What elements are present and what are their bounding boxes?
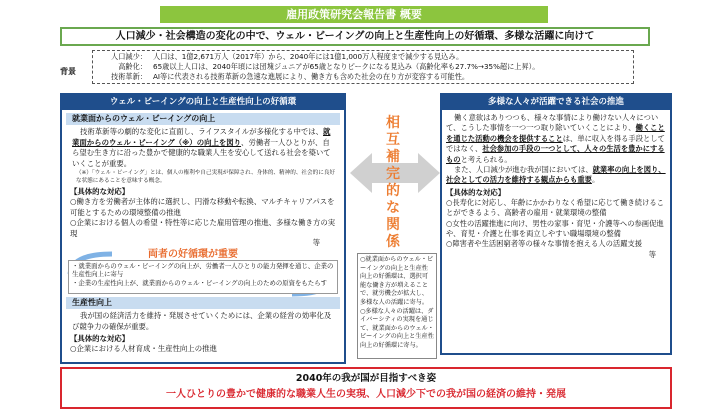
productivity-section <box>66 297 340 355</box>
productivity-paragraph: 我が国の経済活力を維持・発展させていくためには、企業の経営の効率化及び競争力の確保が重要。 <box>72 311 332 331</box>
background-key: 高齢化： <box>118 62 147 71</box>
diversity-paragraph-2 <box>446 165 668 186</box>
text-span: また、人口減少が進む我が国においては、 <box>454 165 593 175</box>
text-span: は、単に収入を得る手段としてではなく、 <box>446 133 665 154</box>
diversity-section <box>446 113 668 259</box>
vertical-char: 完 <box>386 166 400 182</box>
wellbeing-paragraph <box>66 125 340 169</box>
background-key: 人口減少： <box>111 52 147 61</box>
background-row <box>97 72 629 82</box>
vision-text: 一人ひとりの豊かで健康的な職業人生の実現、人口減少下での我が国の経済の維持・発展 <box>166 389 566 400</box>
relation-explanation-box <box>357 253 437 359</box>
background-text: 人口は、1億2,671万人（2017年）から、2040年には1億1,000万人程度まで減少する見込み。 <box>153 52 464 61</box>
wellbeing-note: （※）「ウェル・ビーイング」とは、個人の権利や自己実現が保障され、身体的、精神的、社会的に良好な状態にあることを意味する概念。 <box>76 170 335 184</box>
measure-item: ○企業における個人の希望・特性等に応じた雇用管理の推進、多様な働き方の実現 <box>70 218 336 238</box>
vision-title: 2040年の我が国が目指すべき姿 <box>295 373 437 384</box>
left-panel-header: ウェル・ビーイングの向上と生産性向上の好循環 <box>62 95 344 110</box>
productivity-subheader: 生産性向上 <box>66 297 340 309</box>
wellbeing-section <box>66 113 340 247</box>
etc-label: 等 <box>648 249 656 259</box>
text-span: 働く意欲はありつつも、様々な事情により働けない人々について、こうした事情を一つ一つ取り除いていくことにより、 <box>446 113 659 133</box>
measures-title: 【具体的な対応】 <box>70 334 130 343</box>
text-span: 。 <box>591 175 600 185</box>
background-row <box>97 52 629 62</box>
measure-item: ○障害者や生活困窮者等の様々な事情を抱える人の活躍支援 <box>446 239 643 249</box>
underlined-span: 働くことを通じた活動の機会を提供すること <box>446 123 665 143</box>
background-label: 背景 <box>60 67 76 76</box>
vertical-char: 補 <box>386 149 400 165</box>
wellbeing-subheader: 就業面からのウェル・ビーイングの向上 <box>66 113 340 125</box>
measure-item: ○女性の活躍推進に向け、男性の家事・育児・介護等への参画促進や、育児・介護と仕事を両立しやすい職場環境の整備 <box>446 218 664 239</box>
report-title: 雇用政策研究会報告書 概要 <box>160 6 548 23</box>
cycle-line: ・企業の生産性向上が、就業面からのウェル・ビーイングの向上のための原資をもたらす <box>72 278 327 287</box>
right-panel-header: 多様な人々が活躍できる社会の推進 <box>442 95 670 110</box>
vertical-char: 係 <box>386 234 400 250</box>
cycle-box <box>68 260 338 294</box>
text-span: と考えられる。 <box>460 154 512 164</box>
background-box <box>92 50 634 84</box>
etc-label: 等 <box>312 238 320 247</box>
relation-line: ○多様な人々の活躍は、ダイバーシティの実現を通じて、就業面からのウェル・ビーイングの向上と生産性向上の好循環に寄与。 <box>360 307 434 349</box>
background-text: 65歳以上人口は、2040年頃には団塊ジュニアが65歳となりピークになる見込み（高齢化率も27.7%→35%超に上昇）。 <box>153 62 540 71</box>
vertical-char: 相 <box>386 115 400 131</box>
background-row <box>97 62 629 72</box>
measure-item: ○企業における人材育成・生産性向上の推進 <box>70 344 217 353</box>
measure-item: ○働き方を労働者が主体的に選択し、円滑な移動や転換、マルチキャリアパスを可能とするための環境整備の推進 <box>70 197 335 217</box>
underlined-span: 社会参加の手段の一つとして、人々の生活を豊かにするもの <box>446 144 665 164</box>
cycle-line: ・就業面からのウェル・ビーイングの向上が、労働者一人ひとりの能力発揮を通じ、企業の生産性向上に寄与 <box>72 262 334 279</box>
measures-title: 【具体的な対応】 <box>446 187 506 197</box>
diversity-paragraph <box>446 113 668 165</box>
underlined-span: 就業率の向上を図り、社会としての活力を維持する観点からも重要 <box>446 165 666 185</box>
complementary-relation-label <box>378 115 408 251</box>
cycle-title: 両者の好循環が重要 <box>148 249 238 260</box>
background-key: 技術革新： <box>111 72 147 81</box>
vertical-char: 的 <box>386 183 400 199</box>
measures-title: 【具体的な対応】 <box>70 187 130 196</box>
relation-line: ○就業面からのウェル・ビーイングの向上と生産性向上の好循環は、選択可能な働き方が増えることで、就労機会が拡大し、多様な人の活躍に寄与。 <box>360 256 434 306</box>
text-span: 、労働者一人ひとりが、自ら望む生き方に沿った豊かで健康的な職業人生を安心して送れる社会を築いていくことが重要。 <box>72 137 331 168</box>
vertical-char: な <box>386 200 400 216</box>
measure-item: ○長寿化に対応し、年齢にかかわりなく希望に応じて働き続けることができるよう、高齢者の雇用・就業環境の整備 <box>446 197 664 218</box>
vertical-char: 関 <box>386 217 400 233</box>
headline-banner: 人口減少・社会構造の変化の中で、ウェル・ビーイングの向上と生産性向上の好循環、多様な活躍に向けて <box>60 27 650 46</box>
background-text: AI等に代表される技術革新の急速な進展により、働き方も含めた社会の在り方が変容する可能性。 <box>153 72 470 81</box>
vertical-char: 互 <box>386 132 400 148</box>
text-span: 技術革新等の劇的な変化に直面し、ライフスタイルが多様化する中では、 <box>80 127 324 136</box>
underlined-span: 就業面からのウェル・ビーイング（※）の向上を図り <box>72 127 331 147</box>
